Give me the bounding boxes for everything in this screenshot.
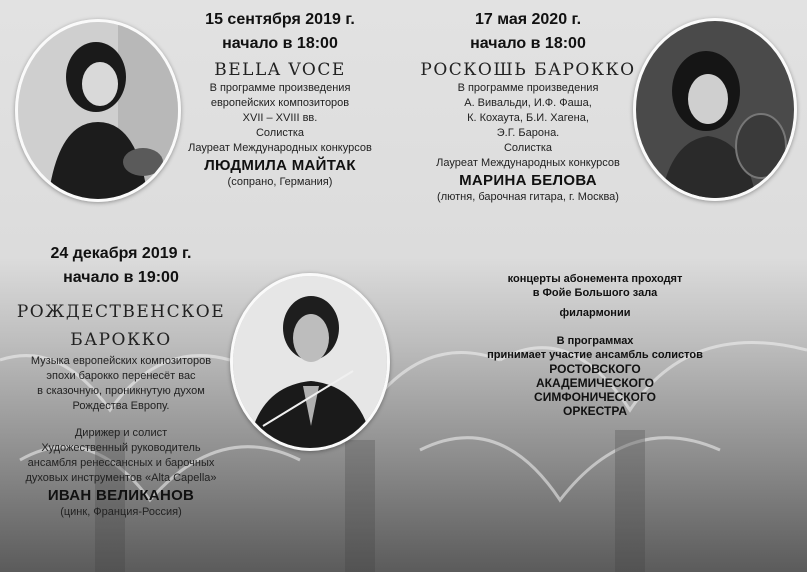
- portrait-marina-belova: [633, 18, 797, 201]
- subscription-info: [470, 272, 720, 418]
- concert-3-date: 24 декабря 2019 г.: [50, 245, 192, 262]
- concert-2-line: Лауреат Международных конкурсов: [436, 157, 620, 169]
- concert-2-line: Э.Г. Барона.: [496, 127, 560, 139]
- concert-1: [180, 8, 380, 190]
- concert-1-line: В программе произведения: [209, 82, 351, 94]
- concert-3-line: в сказочную, проникнутую духом: [37, 385, 205, 397]
- concert-3-soloist: ИВАН ВЕЛИКАНОВ: [47, 487, 195, 504]
- concert-2-line: К. Кохаута, Б.И. Хагена,: [467, 112, 589, 124]
- concert-2-line: В программе произведения: [457, 82, 599, 94]
- concert-2-title: РОСКОШЬ БАРОККО: [420, 60, 636, 80]
- concert-2-line: Солистка: [503, 142, 553, 154]
- info-line: принимает участие ансамбль солистов: [487, 349, 703, 361]
- orchestra-name-line: РОСТОВСКОГО: [549, 362, 641, 376]
- concert-2: [418, 8, 638, 205]
- concert-3-line: Музыка европейских композиторов: [30, 355, 212, 367]
- concert-3-time: начало в 19:00: [63, 269, 179, 286]
- concert-1-line: европейских композиторов: [210, 97, 350, 109]
- concert-3: [12, 242, 230, 520]
- concert-1-soloist: ЛЮДМИЛА МАЙТАК: [204, 157, 356, 174]
- orchestra-name-line: ОРКЕСТРА: [563, 404, 627, 418]
- concert-2-date: 17 мая 2020 г.: [474, 11, 582, 28]
- concert-1-line: Лауреат Международных конкурсов: [188, 142, 372, 154]
- info-line: В программах: [556, 335, 634, 347]
- concert-1-time: начало в 18:00: [222, 35, 338, 52]
- concert-2-soloist: МАРИНА БЕЛОВА: [459, 172, 597, 189]
- orchestra-name-line: АКАДЕМИЧЕСКОГО: [535, 376, 654, 390]
- concert-3-line: Рождества Европу.: [72, 400, 170, 412]
- concert-2-time: начало в 18:00: [470, 35, 586, 52]
- portrait-ivan-velikanov: [230, 273, 390, 451]
- concert-3-role: Художественный руководитель: [41, 442, 201, 454]
- info-line: в Фойе Большого зала: [532, 287, 658, 299]
- concert-1-line: Солистка: [255, 127, 305, 139]
- orchestra-name-line: СИМФОНИЧЕСКОГО: [534, 390, 656, 404]
- concert-3-title-line-2: БАРОККО: [70, 330, 172, 350]
- concert-3-soloist-note: (цинк, Франция-Россия): [60, 506, 182, 518]
- info-line: концерты абонемента проходят: [507, 273, 683, 285]
- concert-1-soloist-note: (сопрано, Германия): [227, 176, 333, 188]
- concert-3-line: эпохи барокко перенесёт вас: [46, 370, 196, 382]
- concert-3-role: Дирижер и солист: [74, 427, 168, 439]
- concert-1-line: XVII – XVIII вв.: [242, 112, 318, 124]
- concert-2-line: А. Вивальди, И.Ф. Фаша,: [464, 97, 592, 109]
- info-line: филармонии: [559, 307, 631, 319]
- concert-3-title-line-1: РОЖДЕСТВЕНСКОЕ: [16, 302, 226, 322]
- concert-3-role: духовых инструментов «Alta Capella»: [25, 472, 217, 484]
- concert-1-title: BELLA VOCE: [214, 60, 346, 80]
- portrait-lyudmila-maytak: [15, 19, 181, 202]
- concert-1-date: 15 сентября 2019 г.: [205, 11, 355, 28]
- concert-2-soloist-note: (лютня, барочная гитара, г. Москва): [437, 191, 619, 203]
- concert-3-role: ансамбля ренессансных и барочных: [27, 457, 215, 469]
